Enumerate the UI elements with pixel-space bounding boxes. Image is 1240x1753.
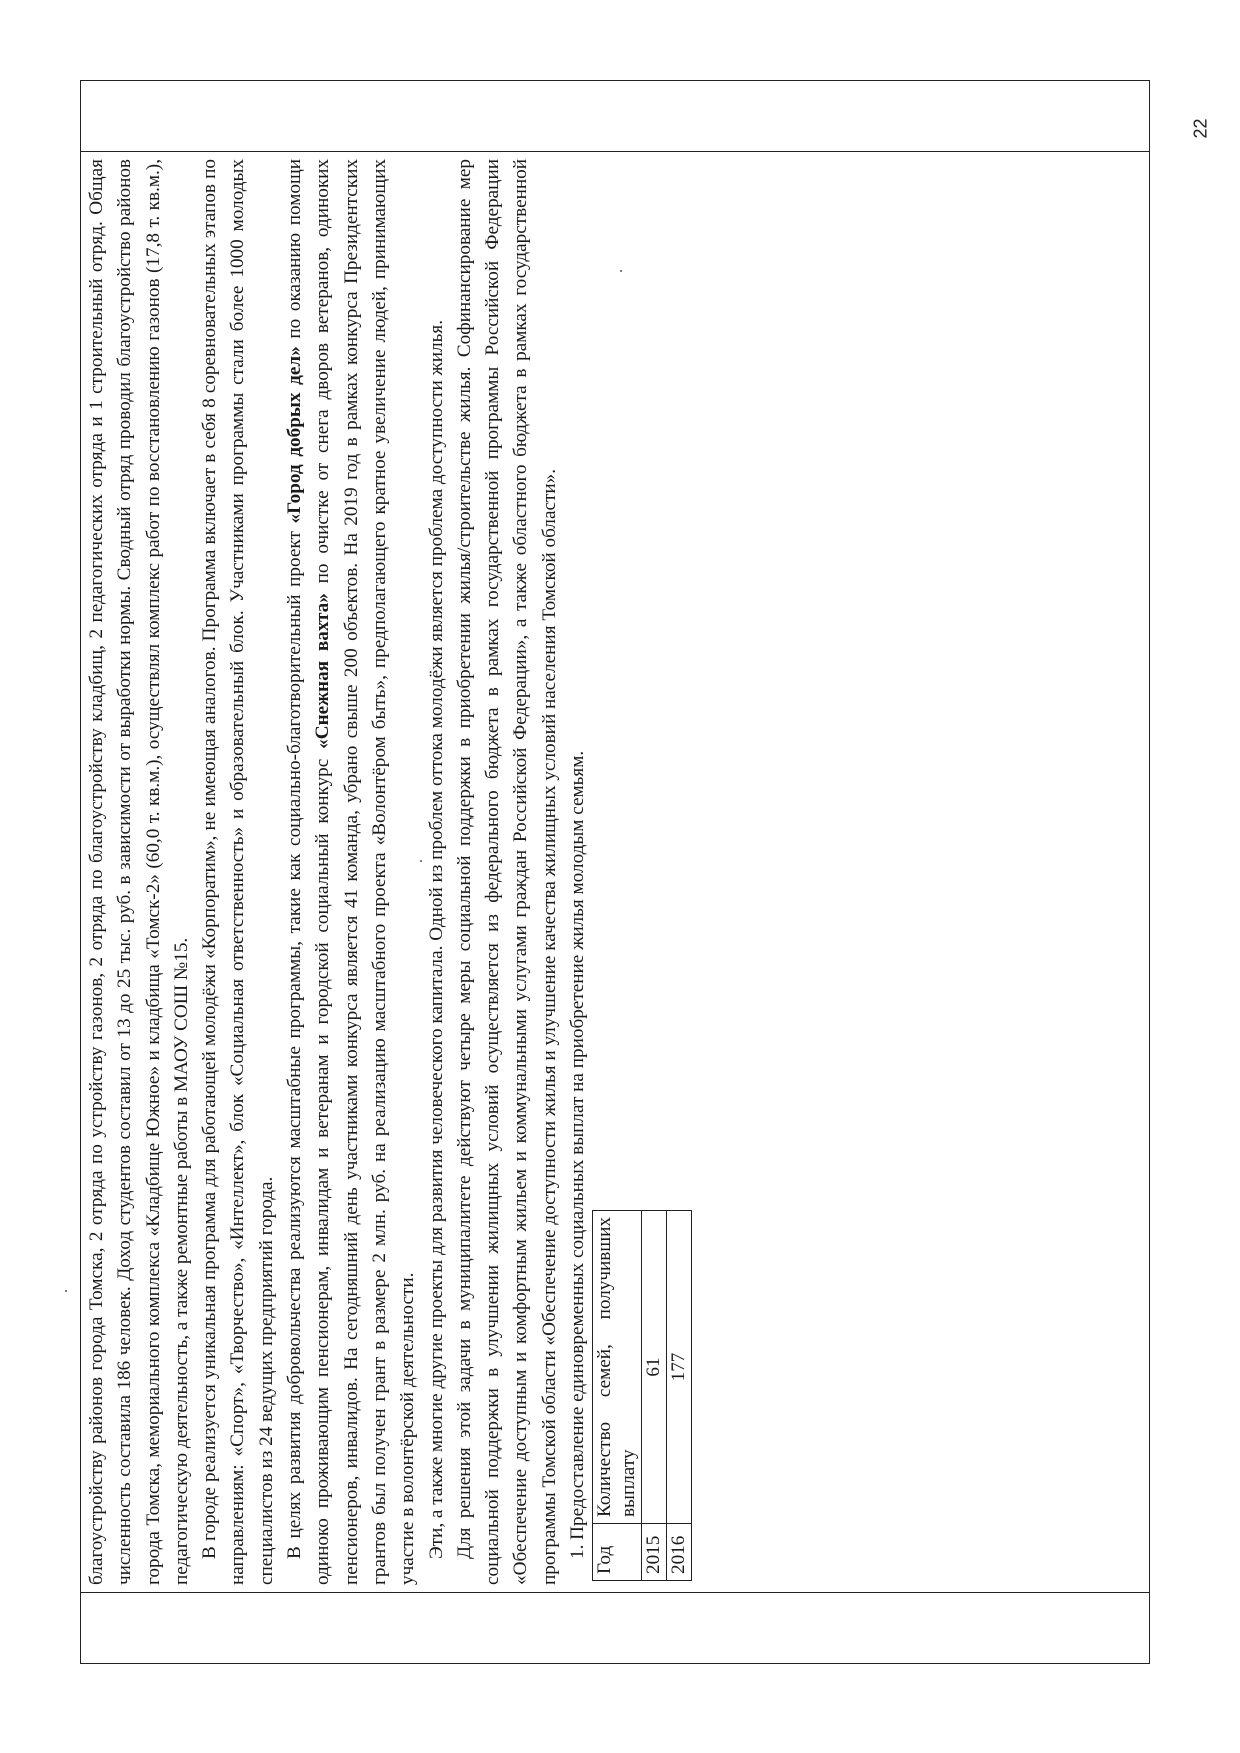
paragraph: благоустройству районов города Томска, 2 отряда по устройству газонов, 2 отряда по благоустройству кладбищ, 2 педагогических отряда и 1 строительный отряд. Общая численность составила 186 человек. Доход студентов составил от 13 до 25 тыс. руб. в зависимости от выработки нормы. Сводный отряд проводил благоустройство районов города Томска, мемориального комплекса «Кладбище Южное» и кладбища «Томск-2» (60,0 т. кв.м.), осуществлял комплекс работ по восстановлению газонов (17,8 т. кв.м.), педагогическую деятельность, а также ремонтные работы в МАОУ СОШ №15. (86, 159, 192, 1585)
header-count: Количество семей, получивших выплату (593, 1211, 642, 1524)
paragraph: 1. Предоставление единовременных социальных выплат на приобретение жилья молодым семьям. (567, 750, 589, 1559)
header-year: Год (593, 1524, 642, 1581)
cell-count: 177 (667, 1211, 692, 1524)
rotated-page (80, 80, 1150, 1664)
left-empty-column (81, 1592, 1149, 1663)
scan-speck (420, 860, 422, 862)
paragraph: В городе реализуется уникальная программа для работающей молодёжи «Корпоратим», не имеющая аналогов. Программа включает в себя 8 соревновательных этапов по направлениям: «Спорт», «Творчество», «Интеллект», блок «Социальная ответственность» и образовательный блок. Участниками программы стали более 1000 молодых специалистов из 24 ведущих предприятий города. (199, 159, 277, 1585)
page-number: 22 (1190, 118, 1211, 139)
cell-year: 2015 (642, 1524, 667, 1581)
paragraph: Для решения этой задачи в муниципалитете действуют четыре меры социальной поддержки в приобретении жилья/строительстве жилья. Софинансирование мер социальной поддержки в улучшении жилищных условий осуществляется из федерального бюджета в рамках государственной программы Российской Федерации «Обеспечение доступным и комфортным жильем и коммунальными услугами граждан Российской Федерации», а также областного бюджета в рамках государственной программы Томской области «Обеспечение доступности жилья и улучшение качества жилищных условий населения Томской области». (453, 159, 560, 1585)
right-empty-column (81, 81, 1149, 152)
table-row (642, 1211, 667, 1581)
paragraph: В целях развития добровольчества реализуются масштабные программы, такие как социально-благотворительный проект «Город добрых дел» по оказанию помощи одиноко проживающим пенсионерам, инвалидам и ветеранам и городской социальный конкурс «Снежная вахта» по очистке от снега дворов ветеранов, одиноких пенсионеров, инвалидов. На сегодняшний день участниками конкурса является 41 команда, убрано свыше 200 объектов. На 2019 год в рамках конкурса Президентских грантов был получен грант в размере 2 млн. руб. на реализацию масштабного проекта «Волонтёром быть», предполагающего кратное увеличение людей, принимающих участие в волонтёрской деятельности. (284, 158, 419, 1585)
table-frame (80, 80, 1150, 1664)
scan-speck (65, 1290, 67, 1292)
cell-year: 2016 (667, 1524, 692, 1581)
paragraph: Эти, а также многие другие проекты для развития человеческого капитала. Одной из проблем оттока молодёжи является проблема доступности жилья. (425, 319, 447, 1559)
payments-table (592, 1210, 692, 1581)
table-header-row (593, 1211, 642, 1581)
scan-speck (620, 270, 622, 272)
cell-count: 61 (642, 1211, 667, 1524)
text-column (83, 159, 692, 1585)
table-row (667, 1211, 692, 1581)
